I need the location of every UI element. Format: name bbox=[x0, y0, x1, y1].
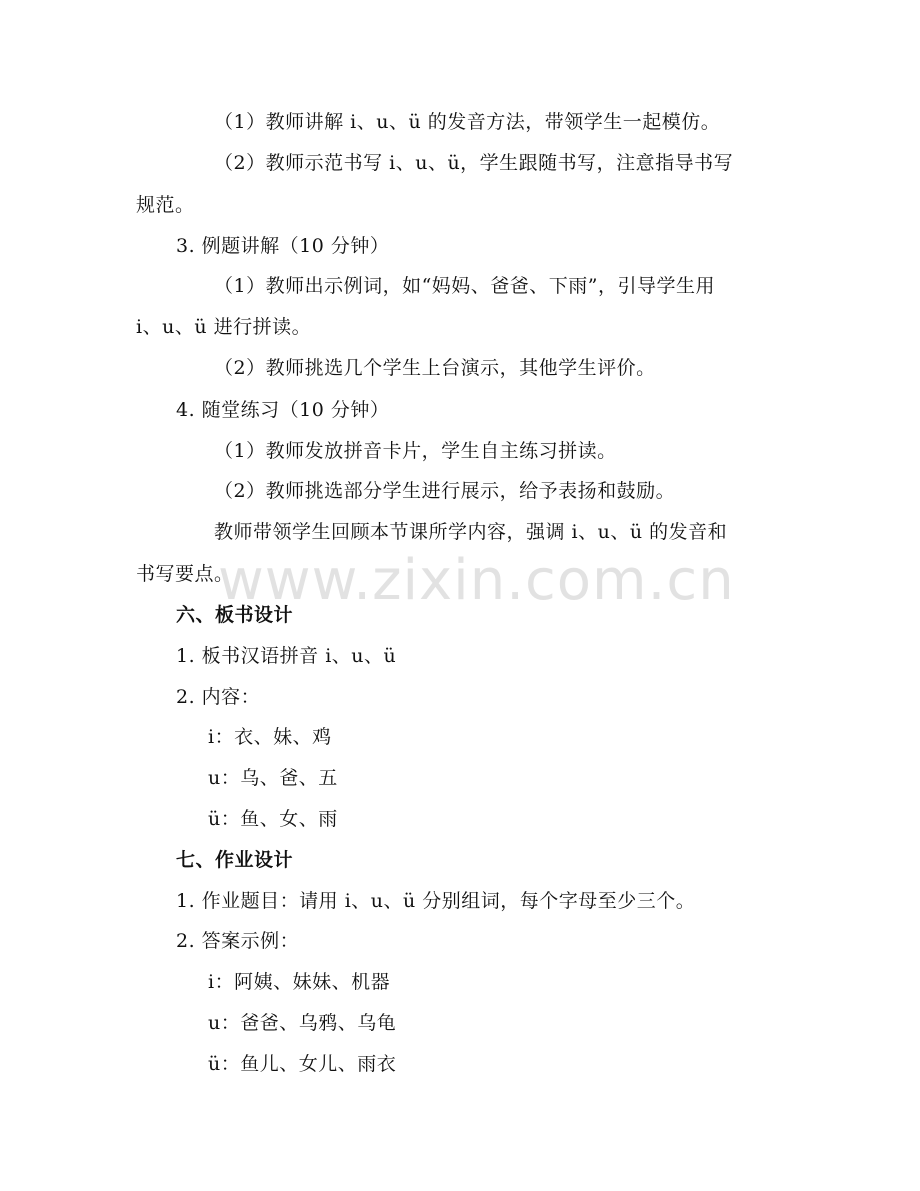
step-3-item-1-cont: i、u、ü 进行拼读。 bbox=[136, 316, 312, 338]
step-4-item-2: （2）教师挑选部分学生进行展示，给予表扬和鼓励。 bbox=[214, 480, 676, 502]
step-2-item-2-cont: 规范。 bbox=[136, 194, 195, 216]
section-6-heading: 六、板书设计 bbox=[176, 604, 294, 626]
step-2-item-2: （2）教师示范书写 i、u、ü，学生跟随书写，注意指导书写 bbox=[214, 152, 734, 174]
homework-item-2: 2. 答案示例： bbox=[176, 930, 300, 952]
answer-u: u：爸爸、乌鸦、乌龟 bbox=[208, 1012, 397, 1034]
board-item-1: 1. 板书汉语拼音 i、u、ü bbox=[176, 645, 397, 667]
answer-v: ü：鱼儿、女儿、雨衣 bbox=[208, 1053, 397, 1075]
board-content-u: u：乌、爸、五 bbox=[208, 767, 338, 789]
step-3-heading: 3. 例题讲解（10 分钟） bbox=[176, 235, 390, 257]
homework-item-1: 1. 作业题目：请用 i、u、ü 分别组词，每个字母至少三个。 bbox=[176, 890, 696, 912]
step-3-item-2: （2）教师挑选几个学生上台演示，其他学生评价。 bbox=[214, 357, 656, 379]
watermark: www.zixin.com.cn bbox=[218, 548, 735, 613]
board-item-2: 2. 内容： bbox=[176, 686, 261, 708]
board-content-v: ü：鱼、女、雨 bbox=[208, 808, 338, 830]
answer-i: i：阿姨、妹妹、机器 bbox=[208, 971, 391, 993]
section-7-heading: 七、作业设计 bbox=[176, 849, 294, 871]
step-3-item-1: （1）教师出示例词，如“妈妈、爸爸、下雨”，引导学生用 bbox=[214, 275, 716, 297]
summary-paragraph: 教师带领学生回顾本节课所学内容，强调 i、u、ü 的发音和 bbox=[214, 521, 728, 543]
step-4-item-1: （1）教师发放拼音卡片，学生自主练习拼读。 bbox=[214, 440, 617, 462]
step-4-heading: 4. 随堂练习（10 分钟） bbox=[176, 399, 390, 421]
board-content-i: i：衣、妹、鸡 bbox=[208, 726, 332, 748]
step-2-item-1: （1）教师讲解 i、u、ü 的发音方法，带领学生一起模仿。 bbox=[214, 111, 721, 133]
summary-paragraph-cont: 书写要点。 bbox=[136, 563, 234, 585]
